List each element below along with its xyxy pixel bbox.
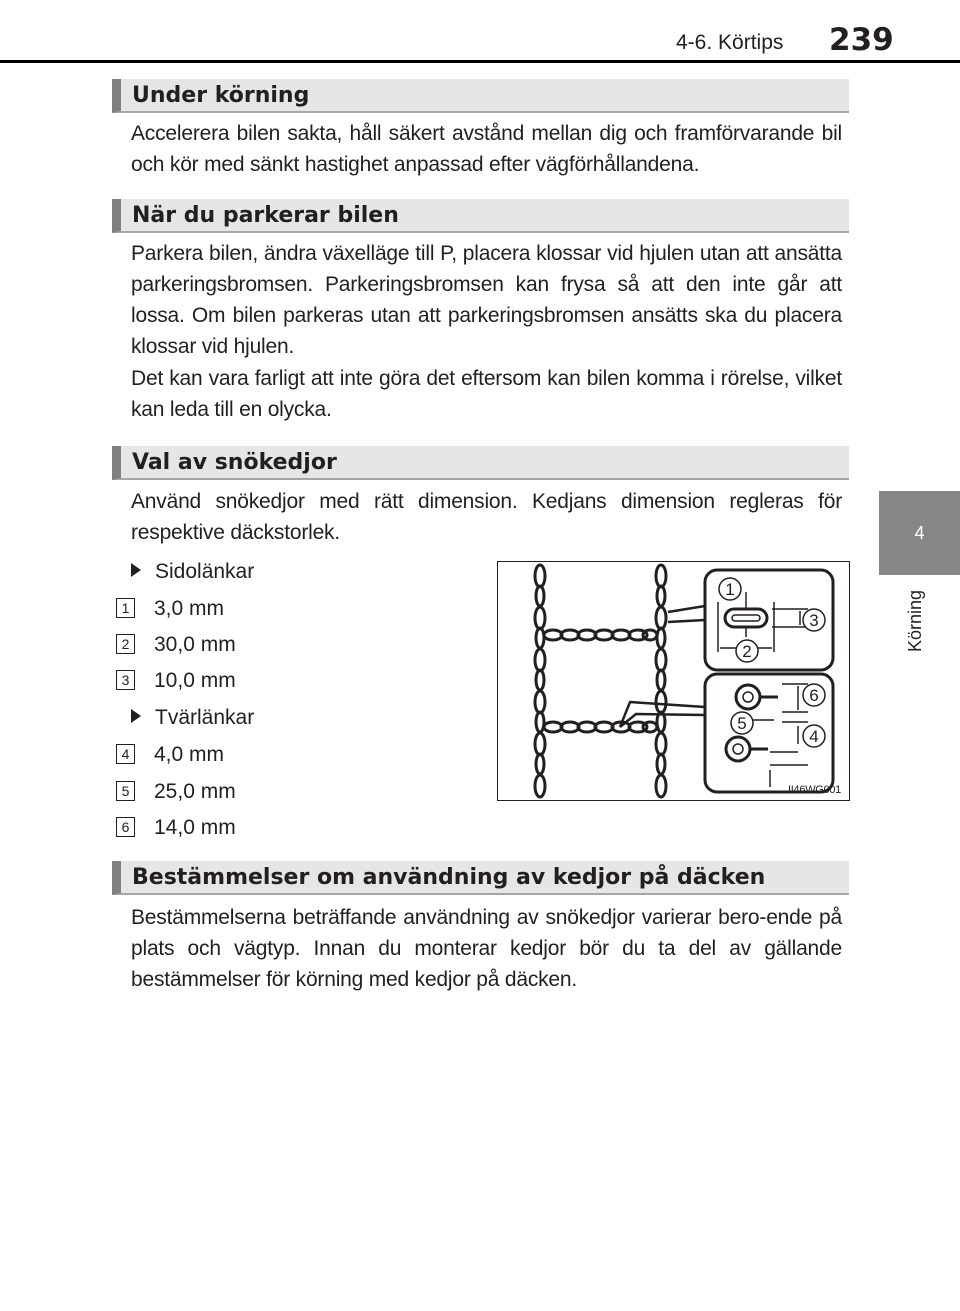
callout-3: 3 <box>809 611 819 630</box>
page-number: 239 <box>829 22 894 58</box>
side-links-title: Sidolänkar <box>131 560 254 584</box>
section-heading-text: Bestämmelser om användning av kedjor på däcken <box>132 865 766 890</box>
chapter-tab-title: Körning <box>905 590 925 653</box>
vertical-chain-left <box>535 565 545 797</box>
chapter-tab: 4 <box>879 491 960 575</box>
callout-1: 1 <box>725 580 735 599</box>
section-heading-text: Val av snökedjor <box>132 450 337 475</box>
chapter-label: 4-6. Körtips <box>676 31 784 54</box>
paragraph: Accelerera bilen sakta, håll säkert avstånd mellan dig och framförvarande bil och kör med sänkt hastighet anpassad efter vägförhållandena. <box>131 122 842 176</box>
vertical-chain-right <box>656 565 666 797</box>
cross-chain-lower <box>544 722 657 732</box>
snow-chain-illustration <box>498 562 848 799</box>
spec-item: 6 14,0 mm <box>116 816 236 840</box>
spec-item: 4 4,0 mm <box>116 743 224 767</box>
callout-number: 6 <box>116 817 135 837</box>
section-heading-snow-chains <box>112 446 849 480</box>
spec-item: 5 25,0 mm <box>116 780 236 804</box>
section-heading-driving <box>112 79 849 113</box>
callout-number: 1 <box>116 598 135 618</box>
section-heading-text: Under körning <box>132 83 310 108</box>
callout-6: 6 <box>809 686 819 705</box>
triangle-bullet-icon <box>131 563 141 577</box>
paragraph: Det kan vara farligt att inte göra det eftersom kan bilen komma i rörelse, vilket kan leda till en olycka. <box>131 367 842 421</box>
section-heading-parking <box>112 199 849 233</box>
section-heading-regulations <box>112 861 849 895</box>
callout-number: 5 <box>116 781 135 801</box>
paragraph: Använd snökedjor med rätt dimension. Kedjans dimension regleras för respektive däckstorlek. <box>131 490 842 544</box>
cross-chain-upper <box>544 630 657 640</box>
section-heading-text: När du parkerar bilen <box>132 203 399 228</box>
callout-number: 2 <box>116 634 135 654</box>
cross-links-title: Tvärlänkar <box>131 706 254 730</box>
callout-2: 2 <box>742 642 752 661</box>
spec-item: 3 10,0 mm <box>116 669 236 693</box>
spec-item: 2 30,0 mm <box>116 633 236 657</box>
snow-chain-figure <box>497 561 850 801</box>
paragraph: Parkera bilen, ändra växelläge till P, placera klossar vid hjulen utan att ansätta parkeringsbromsen. Parkeringsbromsen kan frysa så att den inte går att lossa. Om bilen parkeras utan att parkeringsbromsen ansätts ska du placera klossar vid hjulen. <box>131 242 842 358</box>
triangle-bullet-icon <box>131 709 141 723</box>
header-rule <box>0 60 960 63</box>
callout-number: 4 <box>116 744 135 764</box>
spec-item: 1 3,0 mm <box>116 597 224 621</box>
paragraph: Bestämmelserna beträffande användning av snökedjor varierar bero-ende på plats och vägtyp. Innan du monterar kedjor bör du ta del av gällande bestämmelser för körning med kedjor på däcken. <box>131 906 842 991</box>
figure-code: II46WG001 <box>788 784 841 796</box>
callout-5: 5 <box>737 714 747 733</box>
callout-4: 4 <box>809 727 819 746</box>
callout-number: 3 <box>116 670 135 690</box>
